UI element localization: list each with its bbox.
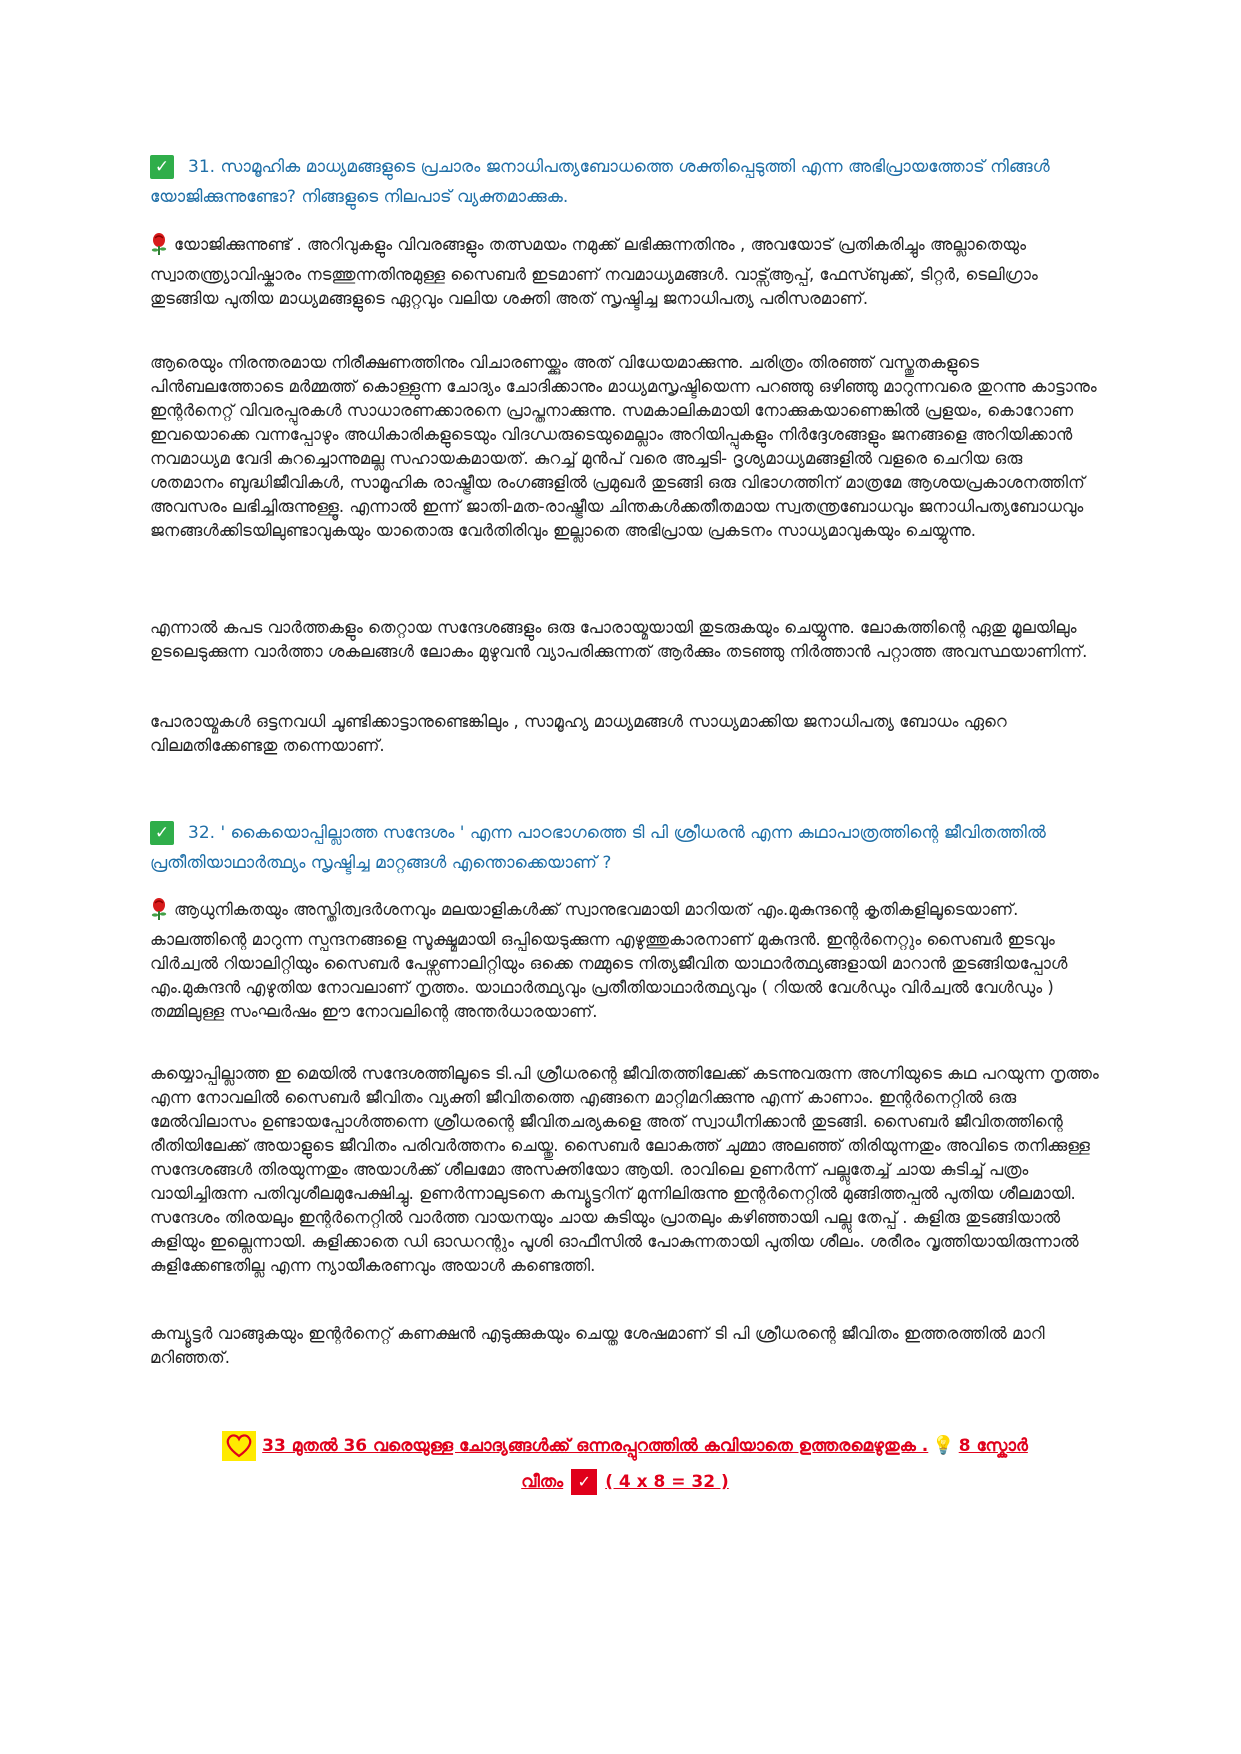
answer-31-paragraph-3-text: എന്നാൽ കപട വാർത്തകളും തെറ്റായ സന്ദേശങ്ങളും ഒരു പോരായ്മയായി തുടരുകയും ചെയ്യുന്നു. ലോകത്തിന്റെ ഏതു മൂലയിലും ഉടലെടുക്കുന്ന വാർത്താ ശകലങ്ങൾ ലോകം മുഴുവൻ വ്യാപരിക്കുന്നത് ആർക്കും തടഞ്ഞു നിർത്താൻ പറ്റാത്ത അവസ്ഥയാണിന്ന്.	[150, 618, 1088, 661]
question-31	[150, 152, 1100, 212]
rose-icon	[150, 897, 168, 928]
question-32-text: ✓ 32. ' കൈയൊപ്പില്ലാത്ത സന്ദേശം ' എന്ന പാഠഭാഗത്തെ ടി പി ശ്രീധരൻ എന്ന കഥാപാത്രത്തിന്റെ ജീവിതത്തിൽ പ്രതീതിയാഥാർത്ഥ്യം സൃഷ്ടിച്ച മാറ്റങ്ങൾ എന്തൊക്കെയാണ് ?	[150, 823, 1046, 873]
rose-icon	[150, 232, 168, 263]
answer-32-paragraph-3	[150, 1322, 1100, 1370]
answer-32-paragraph-3-text: കമ്പ്യൂട്ടർ വാങ്ങുകയും ഇന്റർനെറ്റ് കണക്ഷൻ എടുക്കുകയും ചെയ്ത ശേഷമാണ് ടി പി ശ്രീധരന്റെ ജീവിതം ഇത്തരത്തിൽ മാറി മറിഞ്ഞത്.	[150, 1324, 1045, 1367]
green-check-icon: ✓	[150, 155, 174, 179]
instruction-footer	[150, 1428, 1100, 1500]
answer-31-paragraph-2-text: ആരെയും നിരന്തരമായ നിരീക്ഷണത്തിനും വിചാരണയ്ക്കും അത് വിധേയമാക്കുന്നു. ചരിത്രം തിരഞ്ഞ് വസ്തുതകളുടെ പിൻബലത്തോടെ മർമ്മത്ത് കൊള്ളുന്ന ചോദ്യം ചോദിക്കാനും മാധ്യമസൃഷ്ടിയെന്ന പറഞ്ഞു ഒഴിഞ്ഞു മാറുന്നവരെ തുറന്നു കാട്ടാനും ഇന്റർനെറ്റ് വിവരപ്പുരകൾ സാധാരണക്കാരനെ പ്രാപ്തനാക്കുന്നു. സമകാലികമായി നോക്കുകയാണെങ്കിൽ പ്രളയം, കൊറോണ ഇവയൊക്കെ വന്നപ്പോഴും അധികാരികളുടെയും വിദഗ്ധരുടെയുമെല്ലാം അറിയിപ്പുകളും നിർദ്ദേശങ്ങളും ജനങ്ങളെ അറിയിക്കാൻ നവമാധ്യമ വേദി കുറച്ചൊന്നുമല്ല സഹായകമായത്. കുറച്ച് മുൻപ് വരെ അച്ചടി- ദൃശ്യമാധ്യമങ്ങളിൽ വളരെ ചെറിയ ഒരു ശതമാനം ബുദ്ധിജീവികൾ, സാമൂഹിക രാഷ്ട്രീയ രംഗങ്ങളിൽ പ്രമുഖർ തുടങ്ങി ഒരു വിഭാഗത്തിന് മാത്രമേ ആശയപ്രകാശനത്തിന് അവസരം ലഭിച്ചിരുന്നുള്ളൂ. എന്നാൽ ഇന്ന് ജാതി-മത-രാഷ്ട്രീയ ചിന്തകൾക്കതീതമായ സ്വതന്ത്രബോധവും ജനാധിപത്യബോധവും ജനങ്ങൾക്കിടയിലുണ്ടാവുകയും യാതൊരു വേർതിരിവും ഇല്ലാതെ അഭിപ്രായ പ്രകടനം സാധ്യമാവുകയും ചെയ്യുന്നു.	[150, 353, 1097, 540]
instruction-line-2: വീതം ✓ ( 4 x 8 = 32 )	[150, 1464, 1100, 1500]
bulb-icon: 💡	[932, 1435, 955, 1456]
answer-32-paragraph-1: ആധുനികതയും അസ്തിത്വദർശനവും മലയാളികൾക്ക് സ്വാനുഭവമായി മാറിയത് എം.മുകുന്ദന്റെ കൃതികളിലൂടെയാണ്. കാലത്തിന്റെ മാറുന്ന സ്പന്ദനങ്ങളെ സൂക്ഷ്മമായി ഒപ്പിയെടുക്കുന്ന എഴുത്തുകാരനാണ് മുകുന്ദൻ. ഇന്റർനെറ്റും സൈബർ ഇടവും വിർച്വൽ റിയാലിറ്റിയും സൈബർ പേഴ്സണാലിറ്റിയും ഒക്കെ നമ്മുടെ നിത്യജീവിത യാഥാർത്ഥ്യങ്ങളായി മാറാൻ തുടങ്ങിയപ്പോൾ എം.മുകുന്ദൻ എഴുതിയ നോവലാണ് നൃത്തം. യാഥാർത്ഥ്യവും പ്രതീതിയാഥാർത്ഥ്യവും ( റിയൽ വേൾഡും വിർച്വൽ വേൾഡും ) തമ്മിലുള്ള സംഘർഷം ഈ നോവലിന്റെ അന്തർധാരയാണ്.	[150, 897, 1100, 1024]
question-32	[150, 818, 1100, 878]
answer-32-paragraph-2-text: കയ്യൊപ്പില്ലാത്ത ഇ മെയിൽ സന്ദേശത്തിലൂടെ ടി.പി ശ്രീധരന്റെ ജീവിതത്തിലേക്ക് കടന്നുവരുന്ന അഗ്നിയുടെ കഥ പറയുന്ന നൃത്തം എന്ന നോവലിൽ സൈബർ ജീവിതം വ്യക്തി ജീവിതത്തെ എങ്ങനെ മാറ്റിമറിക്കുന്നു എന്ന് കാണാം. ഇന്റർനെറ്റിൽ ഒരു മേൽവിലാസം ഉണ്ടായപ്പോൾത്തന്നെ ശ്രീധരന്റെ ജീവിതചര്യകളെ അത് സ്വാധീനിക്കാൻ തുടങ്ങി. സൈബർ ജീവിതത്തിന്റെ രീതിയിലേക്ക് അയാളുടെ ജീവിതം പരിവർത്തനം ചെയ്തു. സൈബർ ലോകത്ത് ചുമ്മാ അലഞ്ഞ് തിരിയുന്നതും അവിടെ തനിക്കുള്ള സന്ദേശങ്ങൾ തിരയുന്നതും അയാൾക്ക് ശീലമോ അസക്തിയോ ആയി. രാവിലെ ഉണർന്ന് പല്ലുതേച്ച് ചായ കുടിച്ച് പത്രം വായിച്ചിരുന്ന പതിവുശീലമുപേക്ഷിച്ചു. ഉണർന്നാലുടനെ കമ്പ്യൂട്ടറിന് മുന്നിലിരുന്നു ഇന്റർനെറ്റിൽ മുങ്ങിത്തപ്പൽ പുതിയ ശീലമായി. സന്ദേശം തിരയലും ഇന്റർനെറ്റിൽ വാർത്ത വായനയും ചായ കുടിയും പ്രാതലും കഴിഞ്ഞായി പല്ലു തേപ്പ് . കുളിരു തുടങ്ങിയാൽ കുളിയും ഇല്ലെന്നായി. കുളിക്കാതെ ഡി ഓഡറന്റും പൂശി ഓഫീസിൽ പോകുന്നതായി പുതിയ ശീലം. ശരീരം വൃത്തിയായിരുന്നാൽ കുളിക്കേണ്ടതില്ല എന്ന ന്യായീകരണവും അയാൾ കണ്ടെത്തി.	[150, 1064, 1099, 1275]
answer-31-paragraph-4	[150, 710, 1100, 758]
red-check-icon: ✓	[571, 1469, 597, 1495]
answer-31-paragraph-1: യോജിക്കുന്നുണ്ട് . അറിവുകളും വിവരങ്ങളും തത്സമയം നമുക്ക് ലഭിക്കുന്നതിനും , അവയോട് പ്രതികരിച്ചും അല്ലാതെയും സ്വാതന്ത്ര്യാവിഷ്കാരം നടത്തുന്നതിനുമുള്ള സൈബർ ഇടമാണ് നവമാധ്യമങ്ങൾ. വാട്സ്ആപ്പ്, ഫേസ്ബുക്ക്, ടിറ്റർ, ടെലിഗ്രാം തുടങ്ങിയ പുതിയ മാധ്യമങ്ങളുടെ ഏറ്റവും വലിയ ശക്തി അത് സൃഷ്ടിച്ച ജനാധിപത്യ പരിസരമാണ്.	[150, 232, 1100, 311]
answer-31-paragraph-4-text: പോരായ്മകൾ ഒട്ടനവധി ചൂണ്ടിക്കാട്ടാനുണ്ടെങ്കിലും , സാമൂഹ്യ മാധ്യമങ്ങൾ സാധ്യമാക്കിയ ജനാധിപത്യ ബോധം ഏറെ വിലമതിക്കേണ്ടതു തന്നെയാണ്.	[150, 712, 1007, 755]
answer-31	[150, 232, 1100, 311]
instruction-line-1: 33 മുതൽ 36 വരെയുള്ള ചോദ്യങ്ങൾക്ക് ഒന്നരപ്പുറത്തിൽ കവിയാതെ ഉത്തരമെഴുതുക . 💡 8 സ്കോർ	[150, 1428, 1100, 1464]
answer-31-paragraph-3	[150, 616, 1100, 664]
heart-icon	[222, 1431, 256, 1461]
answer-32	[150, 897, 1100, 1024]
question-31-text: ✓ 31. സാമൂഹിക മാധ്യമങ്ങളുടെ പ്രചാരം ജനാധിപത്യബോധത്തെ ശക്തിപ്പെടുത്തി എന്ന അഭിപ്രായത്തോട് നിങ്ങൾ യോജിക്കുന്നുണ്ടോ? നിങ്ങളുടെ നിലപാട് വ്യക്തമാക്കുക.	[150, 157, 1050, 207]
answer-32-paragraph-2	[150, 1062, 1100, 1278]
answer-31-paragraph-2	[150, 351, 1100, 543]
green-check-icon: ✓	[150, 821, 174, 845]
